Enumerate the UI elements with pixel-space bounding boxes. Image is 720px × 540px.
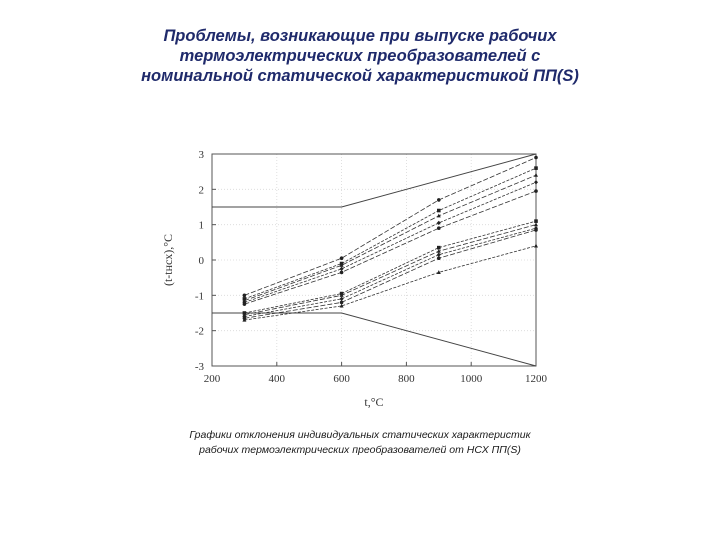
slide-title — [60, 26, 660, 86]
data-point-s4-p2 — [437, 226, 441, 230]
data-point-s7-p1 — [340, 297, 344, 301]
series-line-5 — [244, 221, 536, 313]
data-point-s0-p3 — [534, 156, 538, 160]
tolerance-line-upper — [212, 154, 536, 207]
caption-line-2: рабочих термоэлектрических преобразователей от НСХ ПП(S) — [199, 444, 521, 456]
data-point-s9-p3 — [534, 244, 538, 248]
data-point-s5-p3 — [534, 219, 538, 223]
y-tick-label-1: -2 — [194, 325, 204, 338]
x-tick-label-1: 400 — [268, 373, 286, 385]
series-line-7 — [244, 228, 536, 316]
slide-title-line-2: термоэлектрических преобразователей с — [179, 47, 541, 65]
x-tick-label-2: 600 — [333, 373, 350, 385]
data-point-s0-p2 — [437, 198, 441, 202]
caption-line-1: Графики отклонения индивидуальных статических характеристик — [189, 429, 531, 441]
data-point-s5-p2 — [437, 246, 441, 250]
x-axis-label: t,°C — [364, 395, 384, 409]
slide-title-line-1: Проблемы, возникающие при выпуске рабочих — [163, 27, 557, 45]
data-point-s8-p2 — [437, 256, 441, 260]
data-point-s3-p3 — [534, 180, 538, 184]
y-tick-label-5: 2 — [198, 184, 204, 197]
y-tick-label-4: 1 — [198, 219, 204, 232]
y-tick-label-0: -3 — [194, 361, 204, 373]
x-tick-label-0: 200 — [203, 373, 221, 385]
data-point-s1-p3 — [534, 166, 538, 170]
tolerance-line-lower — [212, 313, 536, 366]
data-point-s9-p2 — [437, 270, 441, 274]
data-point-s8-p1 — [340, 301, 344, 305]
slide-title-line-3: номинальной статической характеристикой ПП(S) — [141, 67, 579, 85]
y-tick-label-6: 3 — [198, 149, 204, 161]
data-point-s1-p2 — [437, 209, 441, 213]
data-point-s0-p0 — [243, 294, 247, 298]
series-line-0 — [244, 158, 536, 296]
y-tick-label-3: 0 — [198, 255, 204, 267]
data-point-s4-p3 — [534, 189, 538, 193]
data-point-s0-p1 — [340, 256, 344, 260]
series-line-6 — [244, 225, 536, 315]
y-tick-label-2: -1 — [194, 290, 204, 303]
data-point-s4-p0 — [243, 302, 247, 306]
chart-caption — [90, 428, 630, 458]
data-point-s6-p3 — [534, 222, 538, 226]
y-axis-label: (t-tнсх),°C — [161, 233, 175, 287]
x-tick-label-5: 1200 — [525, 373, 547, 385]
data-point-s3-p1 — [340, 267, 344, 271]
series-line-1 — [244, 168, 536, 299]
x-tick-label-3: 800 — [398, 373, 415, 385]
data-point-s8-p3 — [534, 228, 538, 232]
series-line-8 — [244, 230, 536, 318]
data-point-s2-p3 — [534, 173, 538, 177]
x-tick-label-4: 1000 — [460, 373, 483, 385]
deviation-chart — [150, 140, 570, 420]
data-point-s4-p1 — [340, 271, 344, 275]
data-point-s7-p2 — [437, 253, 441, 257]
